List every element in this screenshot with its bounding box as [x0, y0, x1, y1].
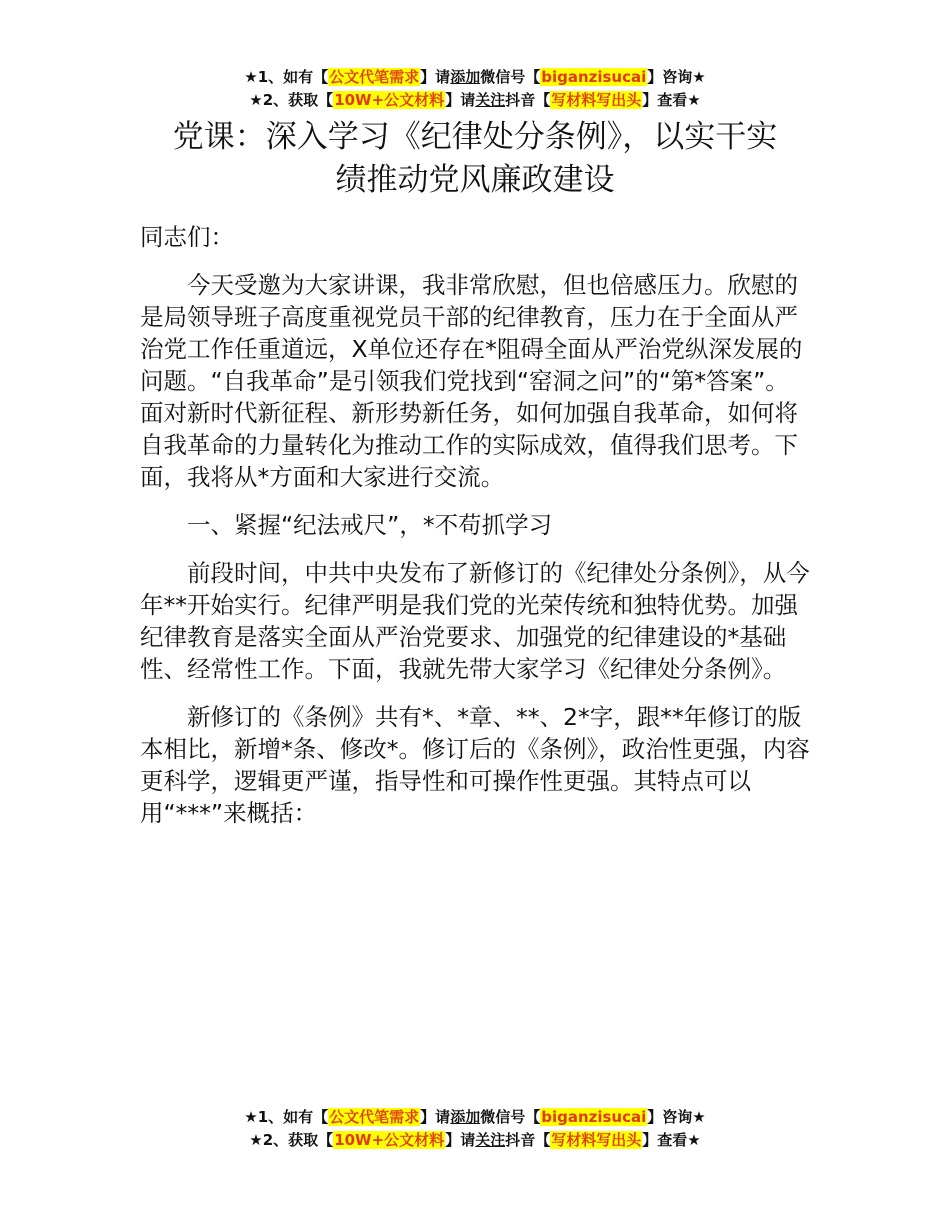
banner-highlight: 10W+公文材料: [334, 91, 445, 109]
header-banner: [0, 66, 950, 112]
banner-line-1: [0, 66, 950, 89]
salutation: 同志们：: [140, 223, 234, 251]
banner-text: 微信号【: [480, 68, 541, 86]
banner-text: 微信号【: [480, 1108, 541, 1126]
paragraph-intro: 今天受邀为大家讲课，我非常欣慰，但也倍感压力。欣慰的是局领导班子高度重视党员干部的纪律教育，压力在于全面从严治党工作任重道远，X单位还存在*阻碍全面从严治党纵深发展的问题。“自我革命”是引领我们党找到“窑洞之问”的“第*答案”。面对新时代新征程、新形势新任务，如何加强自我革命，如何将自我革命的力量转化为推动工作的实际成效，值得我们思考。下面，我将从*方面和大家进行交流。: [140, 271, 803, 491]
banner-text: ★2、获取【: [249, 1131, 334, 1149]
document-title: [140, 116, 810, 202]
footer-banner: [0, 1106, 950, 1152]
banner-highlight: biganzisucai: [541, 68, 647, 86]
banner-highlight: 10W+公文材料: [334, 1131, 445, 1149]
paragraph-regulation: 前段时间，中共中央发布了新修订的《纪律处分条例》，从今年**开始实行。纪律严明是我们党的光荣传统和独特优势。加强纪律教育是落实全面从严治党要求、加强党的纪律建设的*基础性、经常性工作。下面，我就先带大家学习《纪律处分条例》。: [140, 559, 810, 683]
title-line-1: 党课：深入学习《纪律处分条例》，以实干实: [172, 119, 778, 155]
banner-text: ★1、如有【: [244, 68, 329, 86]
banner-text: 】查看★: [642, 91, 701, 109]
paragraph-revision: 新修订的《条例》共有*、*章、**、2*字，跟**年修订的版本相比，新增*条、修改*。修订后的《条例》，政治性更强，内容更科学，逻辑更严谨，指导性和可操作性更强。其特点可以用“***”来概括：: [140, 703, 810, 827]
banner-highlight: 写材料写出头: [551, 1131, 642, 1149]
banner-underlined: 添加: [450, 68, 481, 86]
banner-text: 】查看★: [642, 1131, 701, 1149]
banner-text: 】请: [420, 1108, 451, 1126]
banner-underlined: 关注: [475, 1131, 506, 1149]
banner-text: 抖音【: [505, 91, 551, 109]
banner-underlined: 关注: [475, 91, 506, 109]
banner-line-1: [0, 1106, 950, 1129]
banner-line-2: [0, 89, 950, 112]
banner-text: ★1、如有【: [244, 1108, 329, 1126]
banner-line-2: [0, 1129, 950, 1152]
banner-text: 】请: [420, 68, 451, 86]
banner-underlined: 添加: [450, 1108, 481, 1126]
banner-text: 】请: [445, 1131, 476, 1149]
banner-highlight: biganzisucai: [541, 1108, 647, 1126]
banner-text: 】咨询★: [647, 1108, 706, 1126]
banner-text: ★2、获取【: [249, 91, 334, 109]
banner-text: 】咨询★: [647, 68, 706, 86]
title-line-2: 绩推动党风廉政建设: [335, 162, 615, 198]
banner-highlight: 公文代笔需求: [329, 1108, 420, 1126]
banner-highlight: 写材料写出头: [551, 91, 642, 109]
section-heading: 一、紧握“纪法戒尺”，*不苟抓学习: [187, 511, 553, 539]
banner-highlight: 公文代笔需求: [329, 68, 420, 86]
document-body: [140, 221, 812, 845]
banner-text: 】请: [445, 91, 476, 109]
banner-text: 抖音【: [505, 1131, 551, 1149]
